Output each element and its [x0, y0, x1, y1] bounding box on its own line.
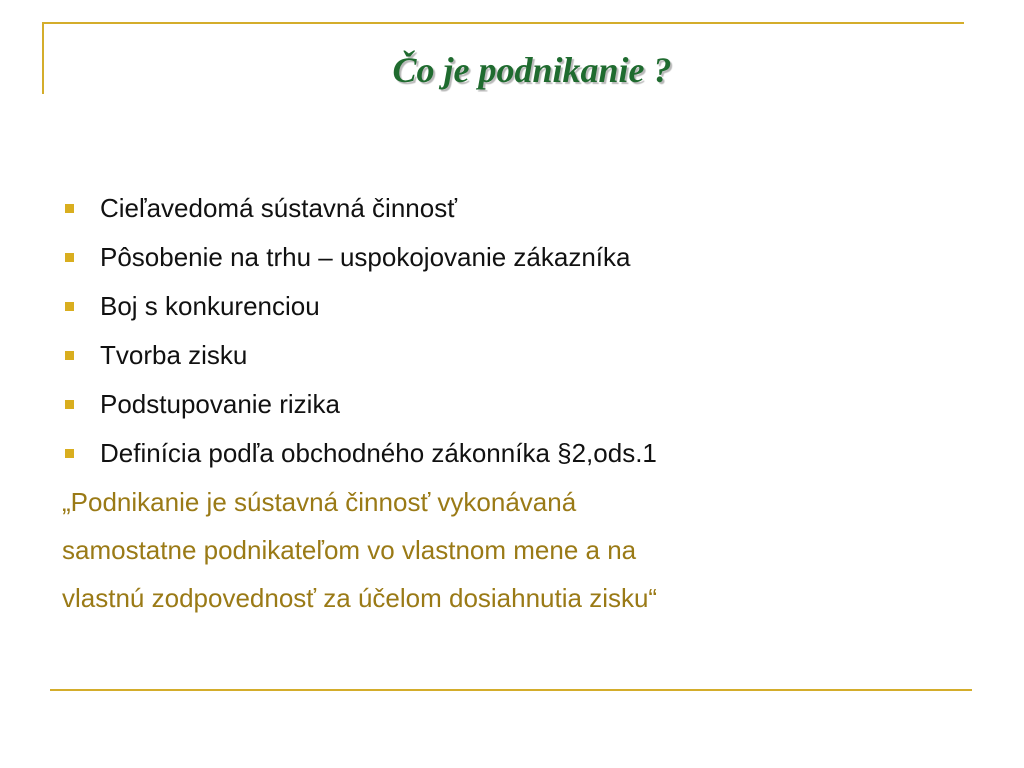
square-bullet-icon — [65, 351, 74, 360]
bullet-text: Tvorba zisku — [100, 340, 248, 370]
bullet-text: Cieľavedomá sústavná činnosť — [100, 193, 457, 223]
square-bullet-icon — [65, 204, 74, 213]
bottom-border-line — [50, 689, 972, 691]
bullet-text: Pôsobenie na trhu – uspokojovanie zákazníka — [100, 242, 631, 272]
quote-line: samostatne podnikateľom vo vlastnom mene a na — [62, 535, 637, 565]
square-bullet-icon — [65, 400, 74, 409]
bullet-item — [62, 282, 962, 331]
quote-line: vlastnú zodpovednosť za účelom dosiahnutia zisku“ — [62, 583, 658, 613]
square-bullet-icon — [65, 253, 74, 262]
bullet-text: Definícia podľa obchodného zákonníka §2,ods.1 — [100, 438, 657, 468]
bullet-item — [62, 331, 962, 380]
law-definition-quote — [62, 478, 942, 622]
quote-line: „Podnikanie je sústavná činnosť vykonávaná — [62, 487, 577, 517]
slide-title: Čo je podnikanie ? — [392, 50, 672, 90]
bullet-item — [62, 429, 962, 478]
bullet-text: Podstupovanie rizika — [100, 389, 340, 419]
bullet-item — [62, 184, 962, 233]
bullet-text: Boj s konkurenciou — [100, 291, 320, 321]
bullet-list — [62, 184, 962, 478]
bullet-item — [62, 233, 962, 282]
square-bullet-icon — [65, 302, 74, 311]
top-border-line — [42, 22, 964, 24]
square-bullet-icon — [65, 449, 74, 458]
bullet-item — [62, 380, 962, 429]
